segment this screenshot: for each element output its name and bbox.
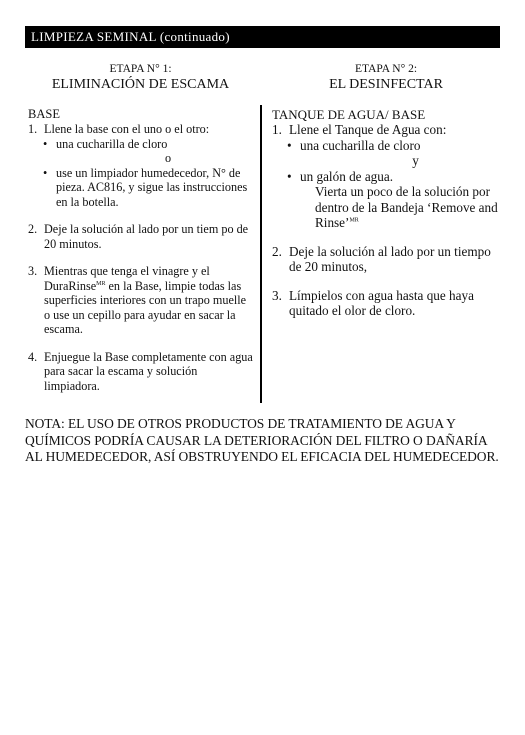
step-1-item-3 [28, 264, 253, 337]
bullet-icon: • [287, 168, 292, 184]
step-2-item-2 [272, 244, 500, 275]
bullet-text: una cucharilla de cloro [300, 137, 421, 153]
step-1-title: ELIMINACIÓN DE ESCAMA [51, 77, 230, 92]
step-1-item-2 [28, 222, 253, 251]
or-text: y [412, 153, 419, 168]
step-1-label: ETAPA N° 1: [109, 63, 172, 75]
bullet-item [43, 166, 253, 210]
step-1-column [28, 62, 253, 406]
bullet-item [287, 169, 500, 185]
item-number: 4. [28, 349, 38, 364]
warning-note: NOTA: EL USO DE OTROS PRODUCTOS DE TRATAMIENTO DE AGUA Y QUÍMICOS PODRÍA CAUSAR LA DETERIORACIÓN DEL FILTRO O DAÑARÍA AL HUMEDECEDOR, ASÍ OBSTRUYENDO EL EFICACIA DEL HUMEDECEDOR. [25, 416, 499, 464]
extra-instruction: Vierta un poco de la solución por dentro de la Bandeja ‘Remove and Rinse’$^{MR}$ [315, 184, 498, 230]
section-header [25, 26, 500, 48]
item-number: 3. [28, 264, 38, 278]
step-2-label: ETAPA N° 2: [354, 63, 418, 75]
bullet-icon: • [43, 165, 48, 180]
item-text: Enjuegue la Base completamente con agua para sacar la escama y solución limpiadora. [44, 349, 253, 393]
section-title: LIMPIEZA SEMINAL (continuado) [31, 29, 230, 44]
bullet-item [43, 137, 253, 152]
item-text: Límpielos con agua hasta que haya quitado el olor de cloro. [289, 287, 474, 318]
or-text: o [164, 151, 172, 165]
step-2-column [272, 62, 500, 332]
item-number: 2. [272, 243, 282, 259]
bullet-text: una cucharilla de cloro [56, 136, 168, 151]
step-2-section-heading: TANQUE DE AGUA/ BASE [272, 107, 426, 122]
step-2-item-1 [272, 122, 500, 231]
step-1-section-heading: BASE [28, 107, 60, 121]
bullet-text: un galón de agua. [300, 168, 394, 184]
bullet-icon: • [287, 137, 292, 153]
trademark-mark: MR [349, 217, 359, 224]
trademark-mark: MR [96, 280, 106, 287]
item-text: Llene la base con el uno o el otro: [44, 122, 210, 136]
item-number: 1. [28, 122, 38, 136]
step-1-item-4 [28, 350, 253, 394]
bullet-icon: • [43, 136, 48, 151]
item-number: 3. [272, 287, 282, 303]
bullet-item [287, 138, 500, 154]
item-number: 1. [272, 122, 282, 137]
bullet-text: use un limpiador humedecedor, N° de pieza. AC816, y sigue las instrucciones en la botella. [56, 165, 248, 209]
item-text: Deje la solución al lado por un tiem po de 20 minutos. [44, 222, 249, 251]
item-text: Deje la solución al lado por un tiempo de 20 minutos, [289, 243, 491, 274]
step-2-title: EL DESINFECTAR [329, 77, 443, 92]
column-divider [260, 105, 262, 403]
step-1-item-1 [28, 122, 253, 209]
step-2-item-3 [272, 288, 500, 319]
item-text: Mientras que tenga el vinagre y el DuraRinse$^{MR}$ en la Base, limpie todas las superficies interiores con un trapo muelle o use un cepillo para ayudar en sacar la escama. [44, 264, 247, 336]
item-text: Llene el Tanque de Agua con: [289, 122, 447, 137]
item-number: 2. [28, 222, 38, 236]
